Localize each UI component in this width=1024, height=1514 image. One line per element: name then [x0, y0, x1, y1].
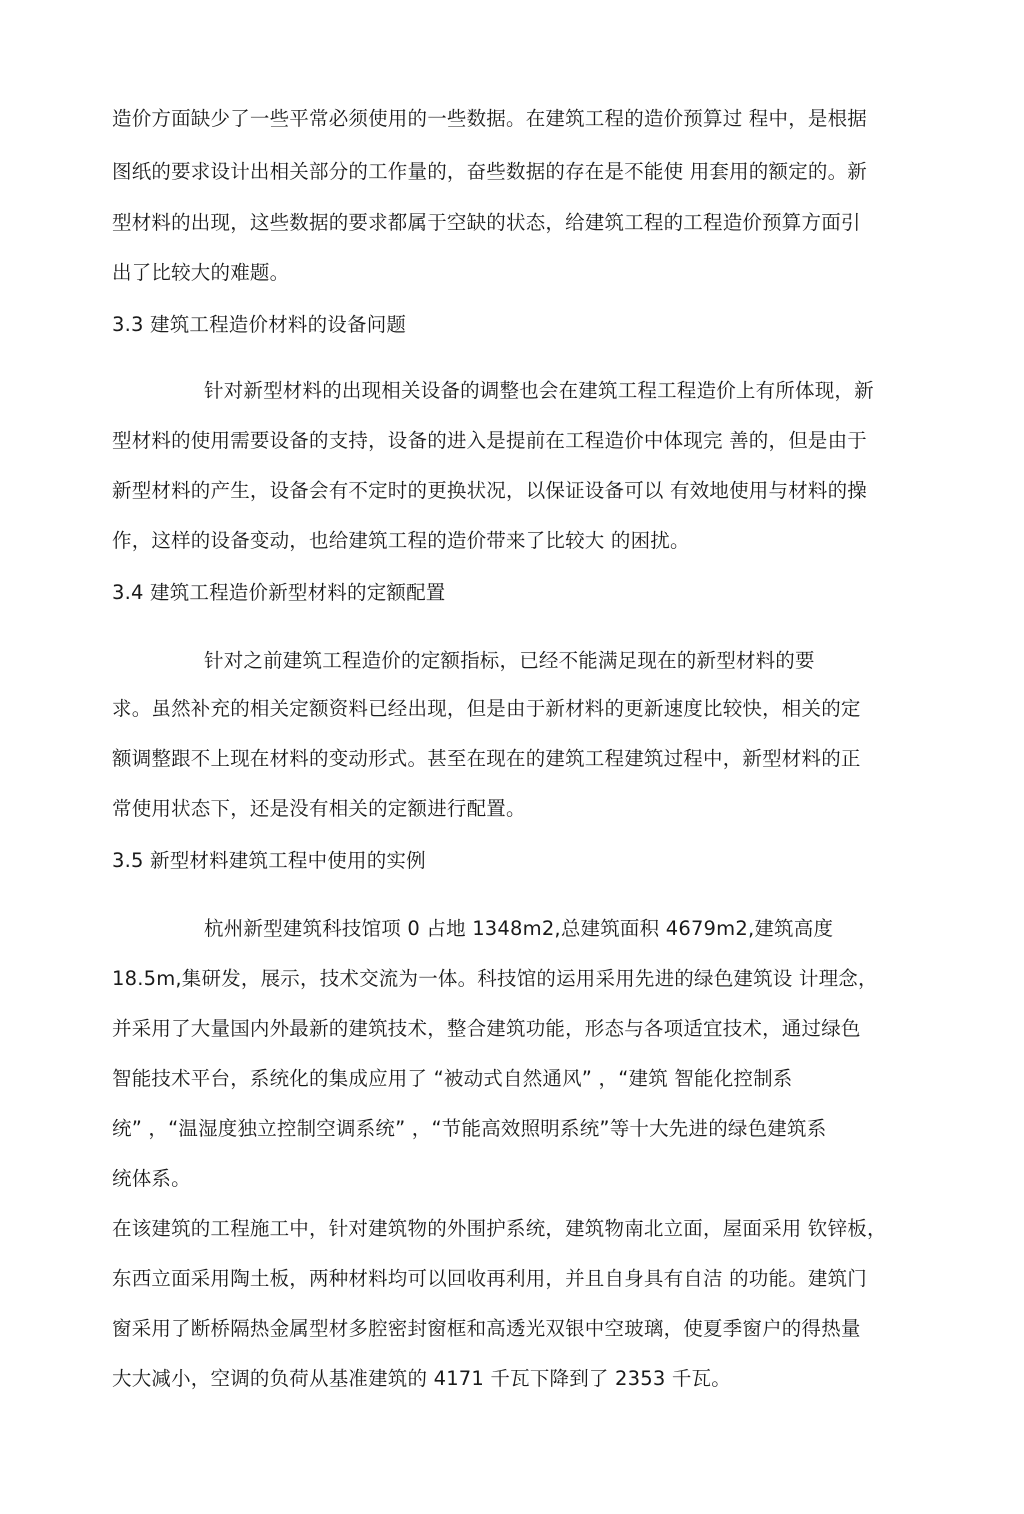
- paragraph-line: 新型材料的产生，设备会有不定时的更换状况，以保证设备可以 有效地使用与材料的操: [112, 479, 867, 502]
- paragraph-line: 额调整跟不上现在材料的变动形式。甚至在现在的建筑工程建筑过程中，新型材料的正: [112, 747, 861, 770]
- paragraph-line: 型材料的使用需要设备的支持，设备的进入是提前在工程造价中体现完 善的，但是由于: [112, 429, 867, 452]
- paragraph-line: 窗采用了断桥隔热金属型材多腔密封窗框和高透光双银中空玻璃，使夏季窗户的得热量: [112, 1317, 861, 1340]
- paragraph-line: 作，这样的设备变动，也给建筑工程的造价带来了比较大 的困扰。: [112, 529, 690, 552]
- section-heading-3-5: 3.5 新型材料建筑工程中使用的实例: [112, 849, 426, 872]
- paragraph-line: 求。虽然补充的相关定额资料已经出现，但是由于新材料的更新速度比较快，相关的定: [112, 697, 861, 720]
- paragraph-line: 并采用了大量国内外最新的建筑技术，整合建筑功能，形态与各项适宜技术，通过绿色: [112, 1017, 861, 1040]
- paragraph-line: 大大减小，空调的负荷从基准建筑的 4171 千瓦下降到了 2353 千瓦。: [112, 1367, 731, 1390]
- paragraph-line: 杭州新型建筑科技馆项 0 占地 1348m2,总建筑面积 4679m2,建筑高度: [204, 917, 834, 940]
- paragraph-line: 造价方面缺少了一些平常必须使用的一些数据。在建筑工程的造价预算过 程中，是根据: [112, 107, 867, 130]
- paragraph-line: 东西立面采用陶土板，两种材料均可以回收再利用，并且自身具有自洁 的功能。建筑门: [112, 1267, 867, 1290]
- paragraph-line: 在该建筑的工程施工中，针对建筑物的外围护系统，建筑物南北立面，屋面采用 钦锌板，: [112, 1217, 887, 1240]
- paragraph-line: 针对新型材料的出现相关设备的调整也会在建筑工程工程造价上有所体现，新: [204, 379, 874, 402]
- paragraph-line: 出了比较大的难题。: [112, 261, 290, 284]
- paragraph-line: 智能技术平台，系统化的集成应用了 “被动式自然通风” ，“建筑 智能化控制系: [112, 1067, 793, 1090]
- paragraph-line: 常使用状态下，还是没有相关的定额进行配置。: [112, 797, 526, 820]
- paragraph-line: 图纸的要求设计出相关部分的工作量的，奋些数据的存在是不能使 用套用的额定的。新: [112, 160, 867, 183]
- paragraph-line: 针对之前建筑工程造价的定额指标，已经不能满足现在的新型材料的要: [204, 649, 815, 672]
- paragraph-line: 统” ，“温湿度独立控制空调系统” ，“节能高效照明系统”等十大先进的绿色建筑系: [112, 1117, 827, 1140]
- paragraph-line: 统体系。: [112, 1167, 191, 1190]
- section-heading-3-3: 3.3 建筑工程造价材料的设备问题: [112, 313, 407, 336]
- paragraph-line: 18.5m,集研发，展示，技术交流为一体。科技馆的运用采用先进的绿色建筑设 计理念，: [112, 967, 878, 990]
- section-heading-3-4: 3.4 建筑工程造价新型材料的定额配置: [112, 581, 446, 604]
- paragraph-line: 型材料的出现，这些数据的要求都属于空缺的状态，给建筑工程的工程造价预算方面引: [112, 211, 861, 234]
